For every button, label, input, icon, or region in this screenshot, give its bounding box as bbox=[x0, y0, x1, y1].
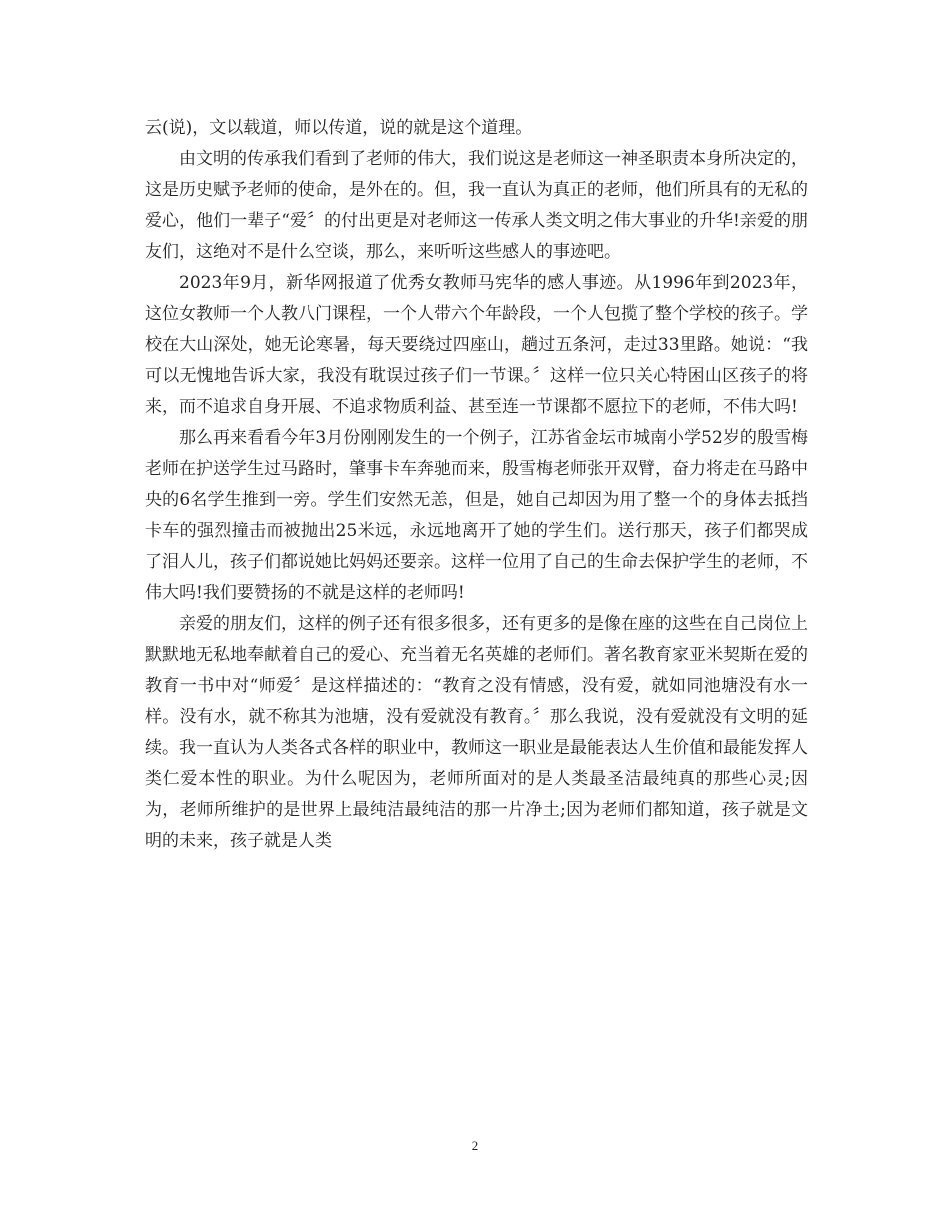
page-number: 2 bbox=[471, 1138, 479, 1153]
paragraph-4: 那么再来看看今年3月份刚刚发生的一个例子，江苏省金坛市城南小学52岁的殷雪梅老师在护送学生过马路时，肇事卡车奔驰而来，殷雪梅老师张开双臂，奋力将走在马路中央的6名学生推到一旁。学生们安然无恙，但是，她自己却因为用了整一个的身体去抵挡卡车的强烈撞击而被抛出25米远，永远地离开了她的学生们。送行那天，孩子们都哭成了泪人儿，孩子们都说她比妈妈还要亲。这样一位用了自己的生命去保护学生的老师，不伟大吗!我们要赞扬的不就是这样的老师吗! bbox=[145, 428, 808, 603]
paragraph-3: 2023年9月，新华网报道了优秀女教师马宪华的感人事迹。从1996年到2023年，这位女教师一个人教八门课程，一个人带六个年龄段，一个人包揽了整个学校的孩子。学校在大山深处，她无论寒暑，每天要绕过四座山，趟过五条河，走过33里路。她说：“我可以无愧地告诉大家，我没有耽误过孩子们一节课。〞这样一位只关心特困山区孩子的将来，而不追求自身开展、不追求物质利益、甚至连一节课都不愿拉下的老师，不伟大吗! bbox=[145, 273, 808, 417]
document-body bbox=[145, 113, 808, 857]
paragraph-2: 由文明的传承我们看到了老师的伟大，我们说这是老师这一神圣职责本身所决定的，这是历史赋予老师的使命，是外在的。但，我一直认为真正的老师，他们所具有的无私的爱心，他们一辈子“爱〞的付出更是对老师这一传承人类文明之伟大事业的升华!亲爱的朋友们，这绝对不是什么空谈，那么，来听听这些感人的事迹吧。 bbox=[145, 149, 808, 262]
paragraph-1: 云(说)，文以载道，师以传道，说的就是这个道理。 bbox=[145, 118, 533, 138]
paragraph-5: 亲爱的朋友们，这样的例子还有很多很多，还有更多的是像在座的这些在自己岗位上默默地无私地奉献着自己的爱心、充当着无名英雄的老师们。著名教育家亚米契斯在爱的教育一书中对“师爱〞是这样描述的：“教育之没有情感，没有爱，就如同池塘没有水一样。没有水，就不称其为池塘，没有爱就没有教育。〞那么我说，没有爱就没有文明的延续。我一直认为人类各式各样的职业中，教师这一职业是最能表达人生价值和最能发挥人类仁爱本性的职业。为什么呢因为，老师所面对的是人类最圣洁最纯真的那些心灵;因为，老师所维护的是世界上最纯洁最纯洁的那一片净土;因为老师们都知道，孩子就是文明的未来，孩子就是人类 bbox=[145, 614, 808, 851]
